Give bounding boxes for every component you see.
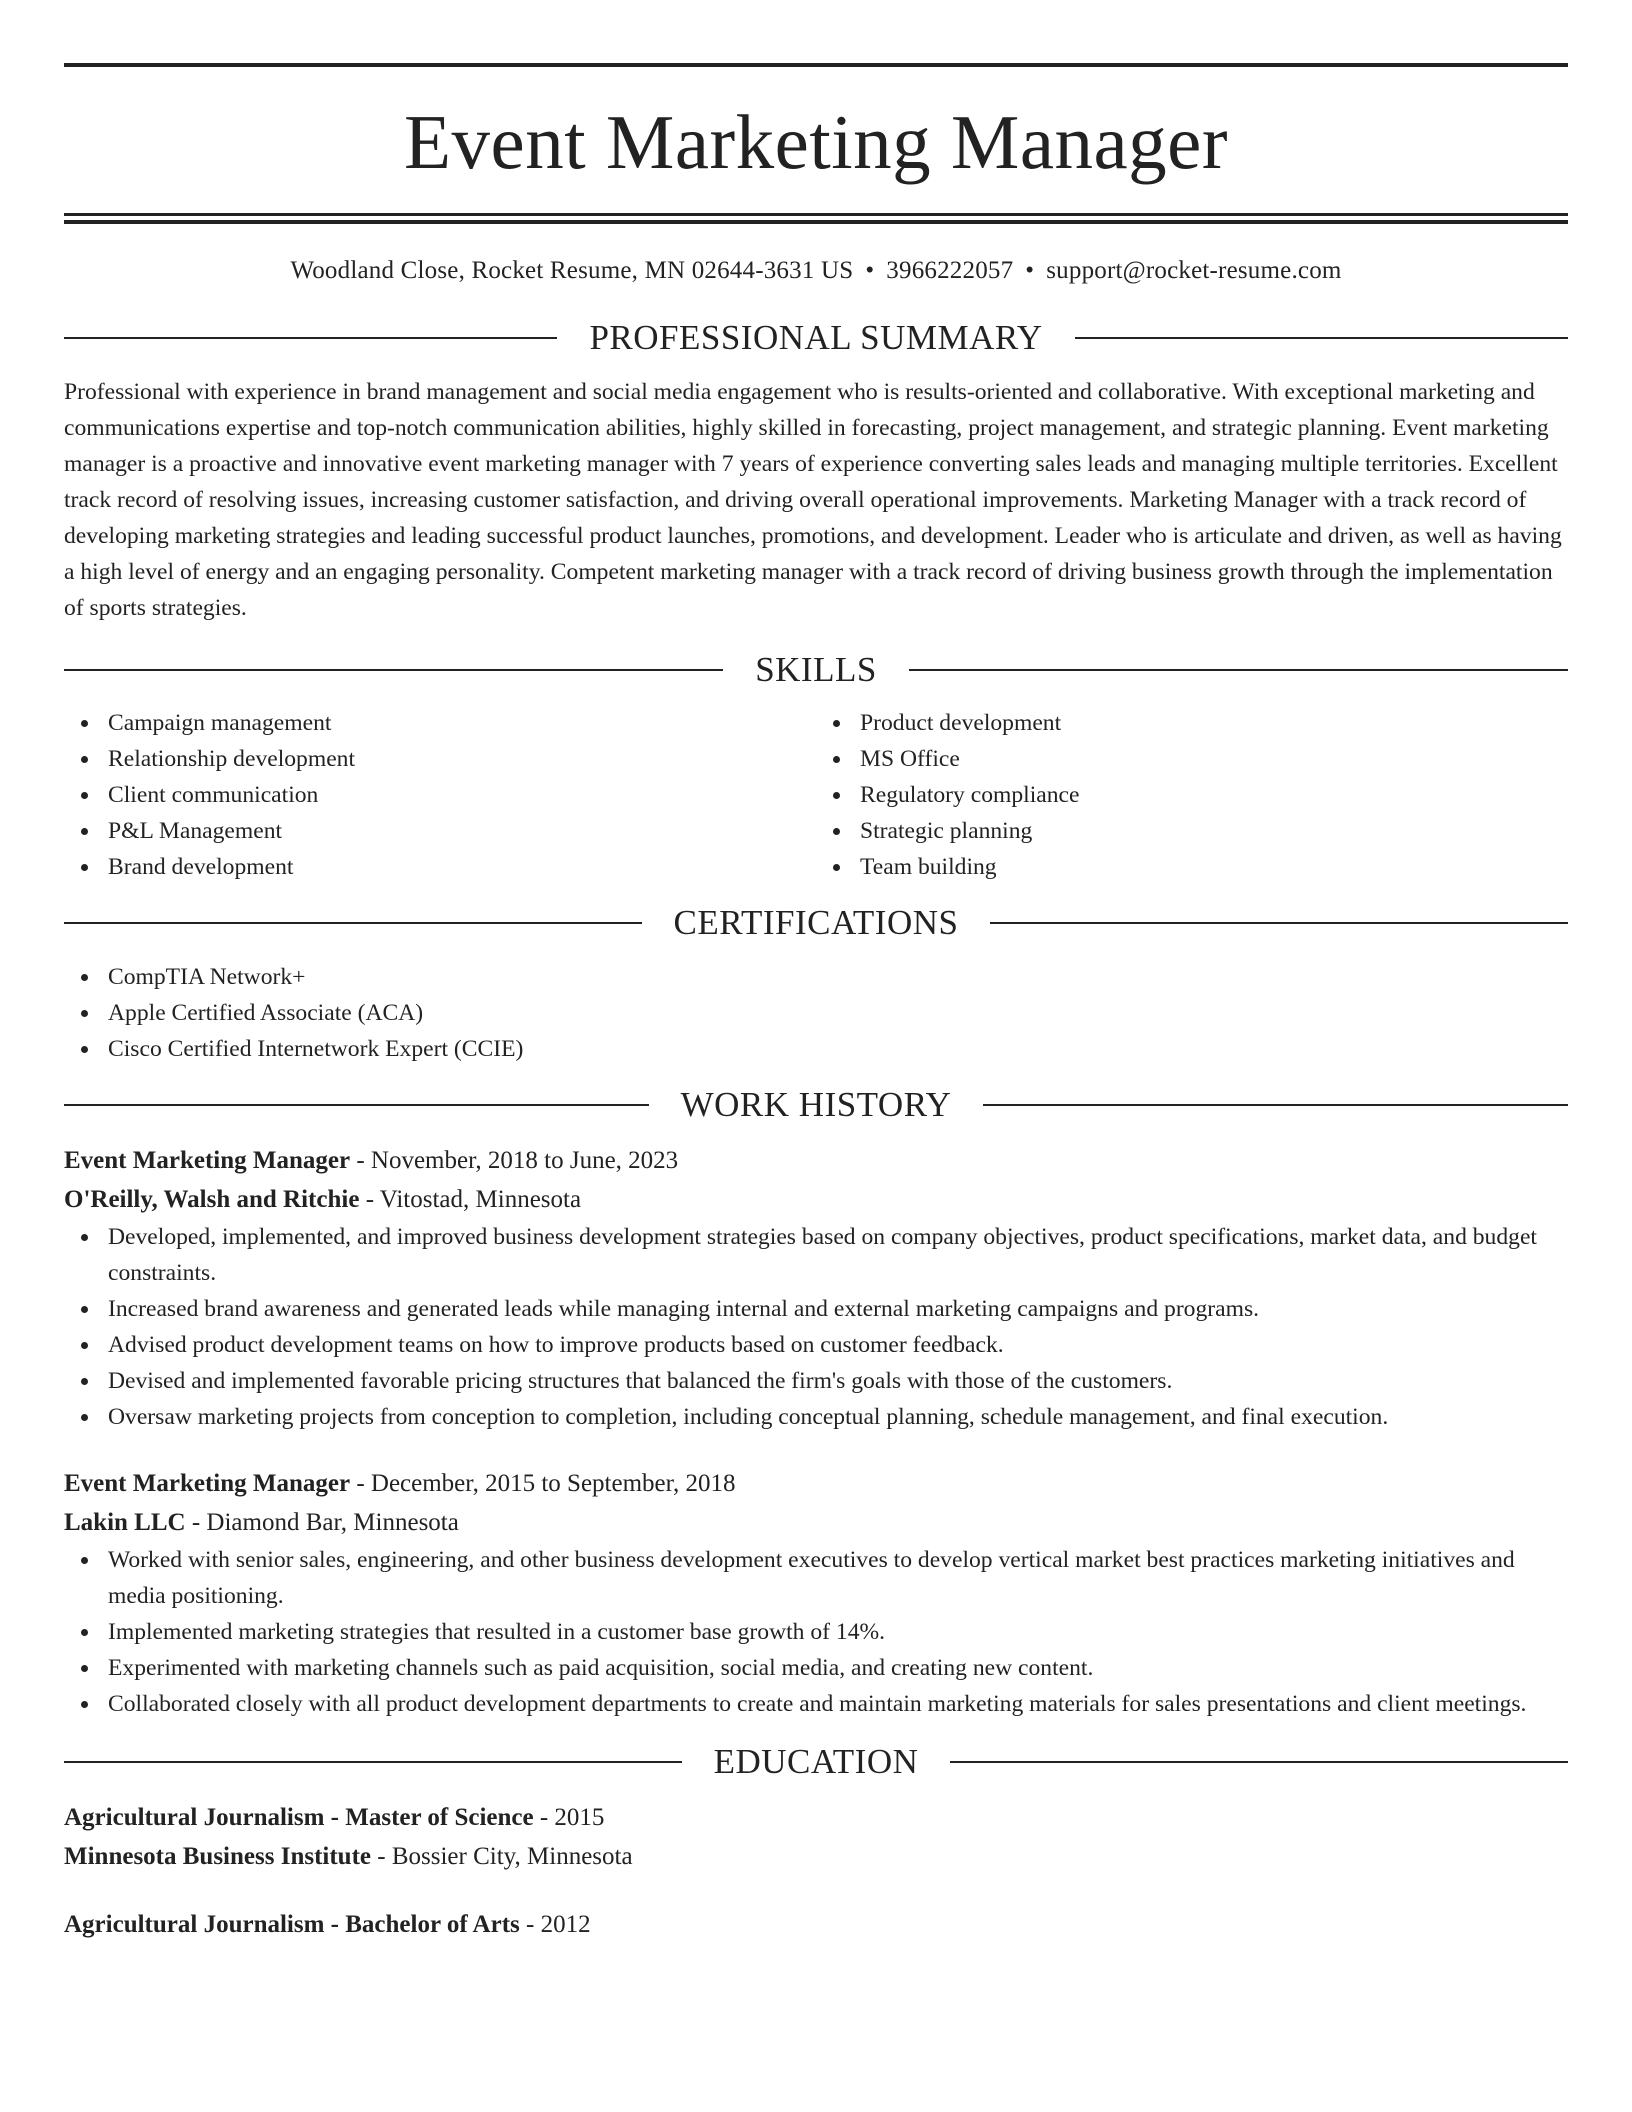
summary-text: Professional with experience in brand management and social media engagement who is results-oriented and collaborative. With exceptional marketing and communications expertise and top-notch communication abilities, highly skilled in forecasting, project management, and strategic planning. Event marketing manager is a proactive and innovative event marketing manager with 7 years of experience converting sales leads and managing multiple territories. Excellent track record of resolving issues, increasing customer satisfaction, and driving overall operational improvements. Marketing Manager with a track record of developing marketing strategies and leading successful product launches, promotions, and development. Leader who is articulate and driven, as well as having a high level of energy and an engaging personality. Competent marketing manager with a track record of driving business growth through the implementation of sports strategies. — [64, 379, 1562, 621]
heading-rule-left — [64, 337, 557, 339]
work-title: WORK HISTORY — [680, 1085, 952, 1124]
summary-heading — [64, 316, 1568, 360]
certification-item: CompTIA Network+ — [64, 959, 1568, 995]
education-entry — [64, 1798, 1568, 1876]
job-bullets — [64, 1542, 1568, 1722]
job-company: O'Reilly, Walsh and Ritchie — [64, 1186, 360, 1213]
job-bullet: Developed, implemented, and improved business development strategies based on company objectives, product specifications, market data, and budget constraints. — [64, 1219, 1568, 1291]
skills-list-left — [64, 705, 816, 885]
education-degree: Agricultural Journalism - Bachelor of Arts — [64, 1911, 520, 1938]
contact-phone: 3966222057 — [886, 257, 1014, 284]
job-role-line — [64, 1464, 1568, 1503]
skill-item: MS Office — [816, 741, 1568, 777]
job-entry — [64, 1141, 1568, 1435]
certification-item: Apple Certified Associate (ACA) — [64, 995, 1568, 1031]
work-heading — [64, 1083, 1568, 1127]
certifications-heading — [64, 901, 1568, 945]
job-company: Lakin LLC — [64, 1509, 186, 1536]
skill-item: Regulatory compliance — [816, 777, 1568, 813]
education-degree-line — [64, 1798, 1568, 1837]
job-company-line — [64, 1180, 1568, 1219]
heading-rule-right — [909, 669, 1568, 671]
contact-line — [64, 254, 1568, 288]
header-double-rule — [64, 213, 1568, 224]
education-location: - Bossier City, Minnesota — [371, 1843, 633, 1870]
job-company-line — [64, 1503, 1568, 1542]
skill-item: Product development — [816, 705, 1568, 741]
job-bullet: Collaborated closely with all product development departments to create and maintain marketing materials for sales presentations and client meetings. — [64, 1686, 1568, 1722]
job-location: - Diamond Bar, Minnesota — [185, 1509, 459, 1536]
heading-rule-left — [64, 1104, 649, 1106]
job-bullet: Increased brand awareness and generated leads while managing internal and external marketing campaigns and programs. — [64, 1291, 1568, 1327]
education-degree: Agricultural Journalism - Master of Science — [64, 1804, 534, 1831]
contact-address: Woodland Close, Rocket Resume, MN 02644-3631 US — [290, 257, 854, 284]
heading-rule-left — [64, 669, 723, 671]
education-year: - 2012 — [519, 1911, 591, 1938]
education-school: Minnesota Business Institute — [64, 1843, 371, 1870]
job-bullet: Oversaw marketing projects from conception to completion, including conceptual planning, schedule management, and final execution. — [64, 1399, 1568, 1435]
skills-heading — [64, 648, 1568, 692]
skill-item: P&L Management — [64, 813, 816, 849]
education-year: - 2015 — [533, 1804, 605, 1831]
education-entry — [64, 1905, 1568, 1944]
education-degree-line — [64, 1905, 1568, 1944]
job-dates: - December, 2015 to September, 2018 — [350, 1470, 736, 1497]
header-top-rule — [64, 63, 1568, 67]
resume-page — [64, 0, 1568, 1944]
skill-item: Brand development — [64, 849, 816, 885]
job-entry — [64, 1464, 1568, 1722]
skill-item: Client communication — [64, 777, 816, 813]
job-bullet: Experimented with marketing channels such as paid acquisition, social media, and creating new content. — [64, 1650, 1568, 1686]
job-location: - Vitostad, Minnesota — [359, 1186, 582, 1213]
job-bullet: Implemented marketing strategies that resulted in a customer base growth of 14%. — [64, 1614, 1568, 1650]
heading-rule-left — [64, 922, 642, 924]
certifications-title: CERTIFICATIONS — [673, 903, 959, 942]
contact-email: support@rocket-resume.com — [1046, 257, 1342, 284]
summary-title: PROFESSIONAL SUMMARY — [589, 318, 1043, 357]
heading-rule-right — [1075, 337, 1568, 339]
contact-separator: • — [1025, 257, 1035, 284]
job-dates: - November, 2018 to June, 2023 — [350, 1147, 679, 1174]
skills-list-right — [816, 705, 1568, 885]
education-title: EDUCATION — [713, 1742, 919, 1781]
job-role-line — [64, 1141, 1568, 1180]
education-heading — [64, 1740, 1568, 1784]
heading-rule-right — [950, 1761, 1568, 1763]
job-bullet: Devised and implemented favorable pricing structures that balanced the firm's goals with those of the customers. — [64, 1363, 1568, 1399]
certification-item: Cisco Certified Internetwork Expert (CCIE) — [64, 1031, 1568, 1067]
job-role: Event Marketing Manager — [64, 1470, 351, 1497]
heading-rule-right — [983, 1104, 1568, 1106]
skill-item: Relationship development — [64, 741, 816, 777]
job-bullet: Advised product development teams on how to improve products based on customer feedback. — [64, 1327, 1568, 1363]
skill-item: Strategic planning — [816, 813, 1568, 849]
job-role: Event Marketing Manager — [64, 1147, 351, 1174]
heading-rule-right — [990, 922, 1568, 924]
skill-item: Team building — [816, 849, 1568, 885]
skills-grid — [64, 705, 1568, 885]
education-school-line — [64, 1837, 1568, 1876]
contact-separator: • — [865, 257, 875, 284]
certifications-list — [64, 959, 1568, 1067]
skill-item: Campaign management — [64, 705, 816, 741]
skills-title: SKILLS — [755, 650, 877, 689]
job-bullet: Worked with senior sales, engineering, and other business development executives to develop vertical market best practices marketing initiatives and media positioning. — [64, 1542, 1568, 1614]
heading-rule-left — [64, 1761, 682, 1763]
resume-title: Event Marketing Manager — [404, 99, 1228, 185]
job-bullets — [64, 1219, 1568, 1435]
